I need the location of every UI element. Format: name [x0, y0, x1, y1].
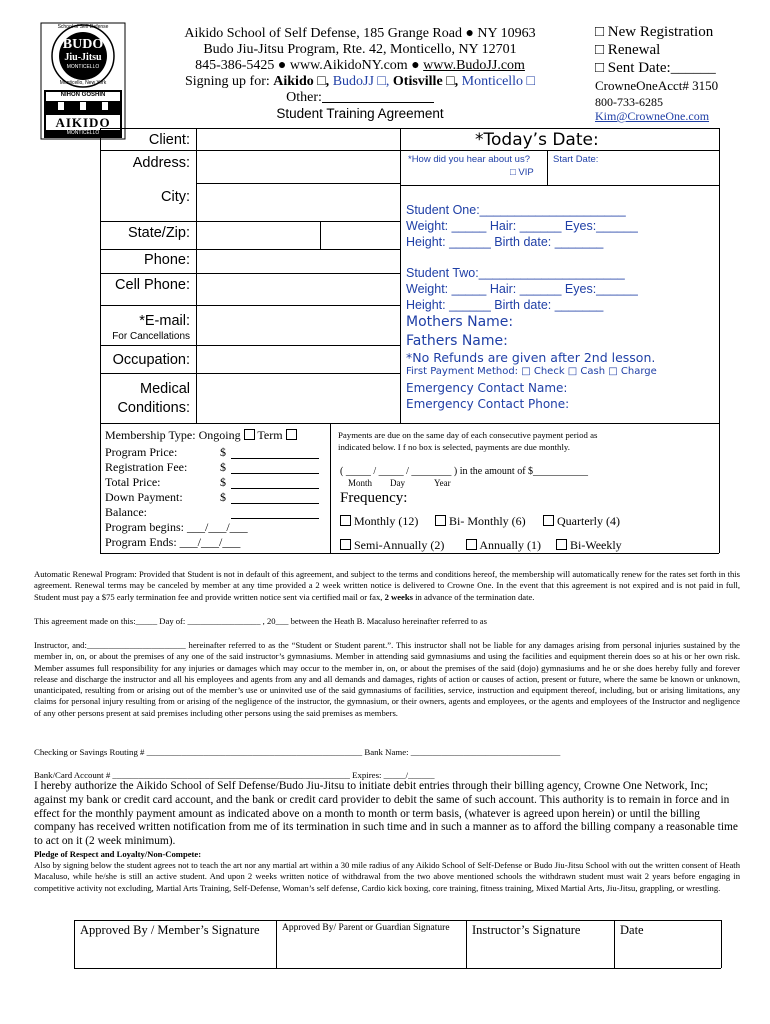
option-aikido[interactable]: Aikido □, — [273, 74, 330, 89]
emergency-contact-phone-label: Emergency Contact Phone: — [406, 397, 570, 411]
automatic-renewal-paragraph — [34, 569, 740, 603]
fathers-name-label: Fathers Name: — [406, 333, 508, 349]
crowne-one-account: CrowneOneAcct# 3150 — [595, 78, 719, 93]
conditions-label: Conditions: — [117, 400, 190, 416]
how-did-you-hear-label: *How did you hear about us? — [408, 154, 530, 165]
signing-up-label: Signing up for: — [184, 74, 270, 89]
bi-weekly-checkbox[interactable] — [556, 539, 567, 550]
frequency-annually-option[interactable] — [466, 538, 541, 553]
auto-renewal-end-text: in advance of the termination date. — [415, 591, 535, 602]
zip-input[interactable] — [321, 222, 399, 248]
other-input[interactable] — [322, 90, 434, 103]
option-budojj[interactable]: BudoJJ □, — [332, 74, 390, 89]
program-price-label: Program Price: — [105, 445, 178, 459]
header-site-budojj[interactable]: www.BudoJJ.com — [423, 58, 525, 73]
address-input[interactable] — [197, 151, 399, 182]
logo-budo: BUDO — [62, 37, 104, 52]
email-label: *E-mail: — [139, 313, 190, 329]
logo-lower-text: Monticello, New York — [59, 80, 107, 86]
frequency-quarterly-option[interactable] — [543, 514, 620, 529]
header-site-aikido[interactable]: www.AikidoNY.com — [289, 58, 408, 73]
dollar-sign: $ — [220, 475, 226, 489]
frequency-semi-annually-option[interactable] — [340, 538, 444, 553]
city-input[interactable] — [197, 184, 399, 220]
dollar-sign: $ — [220, 490, 226, 504]
agreement-made-on-line: This agreement made on this:_____ Day of: _________________ , 20___ between the Heath B. Macaluso hereinafter referred to as — [34, 616, 487, 626]
header-sep: ● — [277, 58, 287, 73]
cell-phone-input[interactable] — [197, 274, 399, 304]
header-line3 — [150, 58, 570, 74]
parent-signature-label: Approved By/ Parent or Guardian Signature — [282, 923, 450, 933]
quarterly-checkbox[interactable] — [543, 515, 554, 526]
semi-annually-checkbox[interactable] — [340, 539, 351, 550]
total-price-label: Total Price: — [105, 475, 161, 489]
month-label: Month — [348, 478, 373, 488]
phone-label: Phone: — [144, 252, 190, 268]
date-field[interactable] — [615, 938, 720, 967]
term-label: Term — [257, 428, 283, 442]
option-monticello[interactable]: Monticello □ — [461, 74, 536, 89]
quarterly-label: Quarterly (4) — [557, 514, 620, 528]
student-one-height-row: Height: ______ Birth date: _______ — [406, 235, 604, 249]
bi-weekly-label: Bi-Weekly — [570, 538, 622, 552]
frequency-bi-weekly-option[interactable] — [556, 538, 622, 553]
account-expires-row[interactable]: Bank/Card Account # ______________________________________________________ Expires: _____/______ — [34, 770, 435, 780]
membership-type-label: Membership Type: — [105, 428, 196, 442]
monthly-label: Monthly (12) — [354, 514, 419, 528]
option-otisville[interactable]: Otisville □, — [392, 74, 459, 89]
city-label: City: — [161, 189, 190, 205]
school-logo — [40, 22, 126, 140]
logo-jiujitsu: Jiu-Jitsu — [64, 52, 102, 63]
first-payment-method[interactable]: First Payment Method: □ Check □ Cash □ Charge — [406, 366, 657, 377]
renewal-checkbox[interactable]: □ Renewal — [595, 42, 661, 58]
debit-authorization-paragraph: I hereby authorize the Aikido School of Self Defense/Budo Jiu-Jitsu to initiate debit entries through their billing agency, Crowne One Network, Inc; against my bank or credit card account, and the bank or credit card provider to debit the same of such account. This authority is to remain in force and in effect for the monthly payment amount as indicated above on a month to month or term basis, (whatever is agreed upon herein) or until the billing company has received written notification from me of its termination in such time and in such a manner as to afford the billing company a reasonable time to act on it (2 week minimum). — [34, 780, 738, 848]
student-two-label: Student Two:_____________________ — [406, 266, 625, 280]
other-row — [150, 90, 570, 106]
logo-sub-text: MONTICELLO — [66, 64, 100, 70]
client-label: Client: — [148, 132, 190, 148]
annually-checkbox[interactable] — [466, 539, 477, 550]
ongoing-label: Ongoing — [198, 428, 241, 442]
header-sep: ● — [411, 58, 420, 73]
term-checkbox[interactable] — [286, 429, 297, 440]
instructor-signature-field[interactable] — [467, 938, 613, 967]
mothers-name-label: Mothers Name: — [406, 314, 514, 330]
state-input[interactable] — [197, 222, 319, 248]
sent-date-checkbox[interactable]: □ Sent Date:______ — [595, 60, 716, 76]
frequency-label: Frequency: — [340, 490, 408, 506]
payments-note-line1: Payments are due on the same day of each consecutive payment period as — [338, 430, 598, 440]
frequency-bi-monthly-option[interactable] — [435, 514, 526, 529]
client-input[interactable] — [197, 129, 399, 149]
liability-release-paragraph: Instructor, and:_______________________ hereinafter referred to as the “Student or Student parent.”. This instructor shall not be liable for any damages arising from personal injuries sustained by the member in, on, or about the premises of any one of the said instructor’s gymnasiums. Member in attending said gymnasiums and using the facilities and equipment therein does so at his or her own risk. Member assumes full responsibility for any injuries or damages which may occur to the member in, on, or about the premises of the said (dojo) gymnasiums and he or she does hereby fully and forever release and discharge the instructor and all his employees and agents from any and all demands and damages, rights of action or causes of action, present or future, where the same be known or unknown, unanticipated, resulting from or arising out of the member’s use or uninvited use of the said gymnasiums of facilities, service, instruction and equipment thereof, including, but or arising limitations, any claims for personal injury resulting from or arising of the negligence of the instructor, the gymnasium, or their owners, agents and employees, or the agents and employees of the Instructor and negligence of any other persons present at said premises including other persons using the said premises as members. — [34, 640, 740, 718]
dollar-sign: $ — [220, 460, 226, 474]
crowne-one-email[interactable]: Kim@CrowneOne.com — [595, 109, 710, 123]
registration-fee-input[interactable] — [231, 473, 319, 474]
logo-banner: NIHON GOSHIN — [60, 92, 106, 98]
vip-checkbox[interactable]: □ VIP — [510, 167, 534, 178]
ongoing-checkbox[interactable] — [244, 429, 255, 440]
state-zip-label: State/Zip: — [127, 225, 190, 241]
cell-phone-label: Cell Phone: — [115, 277, 190, 293]
parent-signature-field[interactable] — [277, 938, 465, 967]
crowne-one-phone: 800-733-6285 — [595, 95, 663, 109]
occupation-input[interactable] — [197, 346, 399, 372]
routing-bank-row[interactable]: Checking or Savings Routing # _________________________________________________ Bank Name: __________________________________ — [34, 747, 561, 757]
email-input[interactable] — [197, 306, 399, 344]
student-one-weight-row: Weight: _____ Hair: ______ Eyes:______ — [406, 219, 638, 233]
program-begins-row[interactable]: Program begins: ___/___/___ — [105, 520, 248, 534]
start-date-label: Start Date: — [553, 154, 599, 165]
new-registration-checkbox[interactable]: □ New Registration — [595, 24, 714, 40]
down-payment-label: Down Payment: — [105, 490, 183, 504]
header-phone: 845-386-5425 — [195, 58, 275, 73]
phone-input[interactable] — [197, 250, 399, 272]
pledge-title: Pledge of Respect and Loyalty/Non-Compete: — [34, 849, 202, 859]
address-label: Address: — [132, 155, 190, 171]
student-two-height-row: Height: ______ Birth date: _______ — [406, 298, 604, 312]
medical-conditions-input[interactable] — [197, 374, 399, 422]
other-label: Other: — [286, 90, 322, 105]
frequency-monthly-option[interactable] — [340, 514, 418, 529]
student-one-label: Student One:_____________________ — [406, 203, 626, 217]
student-two-weight-row: Weight: _____ Hair: ______ Eyes:______ — [406, 282, 638, 296]
down-payment-input[interactable] — [231, 503, 319, 504]
no-refunds-note: *No Refunds are given after 2nd lesson. — [406, 350, 656, 365]
bi-monthly-checkbox[interactable] — [435, 515, 446, 526]
date-label: Date — [620, 923, 644, 937]
payment-date-amount-row[interactable]: ( _____ / _____ / ________ ) in the amount of $___________ — [340, 466, 589, 477]
member-signature-label: Approved By / Member’s Signature — [80, 923, 260, 937]
header-line1: Aikido School of Self Defense, 185 Grange Road ● NY 10963 — [184, 26, 536, 41]
day-label: Day — [390, 478, 405, 488]
medical-label: Medical — [140, 381, 190, 397]
pledge-paragraph: Also by signing below the student agrees not to teach the art nor any martial art within a 30 mile radius of any Aikido School of Self-Defense or Budo Jiu-Jitsu School with out the written consent of Heath Macaluso, while he/she is still an active student. And upon 2 weeks written notice of withdrawal from the two above mentioned schools the withdrawn student must wait 2 years before engaging in competitive activity not excluding, Martial Arts Training, Self-Defense, Woman’s self defense, Cardio kick boxing, core training, fitness training, Mixed Martial Arts, Jiu-Jitsu, grappling, or wrestling. — [34, 860, 740, 893]
form-title: Student Training Agreement — [276, 106, 444, 121]
emergency-contact-name-label: Emergency Contact Name: — [406, 381, 568, 395]
for-cancellations-label: For Cancellations — [112, 331, 190, 342]
logo-bottom-small: MONTICELLO — [66, 130, 100, 136]
registration-fee-label: Registration Fee: — [105, 460, 188, 474]
auto-renewal-text: Automatic Renewal Program: Provided that Student is not in default of this agreement, and subject to the terms and conditions hereof, the membership will automatically renew for the rates set forth in this agreement. Renewal terms may be canceled by member at any time provided a 2 week written notice is delivered to Crowne One. In the event that this agreement is not expired and is not paid in full, Student must pay a $75 early termination fee and provide written notice sent via certified mail or fax, — [34, 569, 740, 602]
instructor-signature-label: Instructor’s Signature — [472, 923, 581, 937]
payments-note-line2: indicated below. I f no box is selected, payments are due monthly. — [338, 442, 570, 452]
year-label: Year — [434, 478, 451, 488]
total-price-input[interactable] — [231, 488, 319, 489]
occupation-label: Occupation: — [112, 352, 190, 368]
member-signature-field[interactable] — [75, 938, 275, 967]
semi-annually-label: Semi-Annually (2) — [354, 538, 445, 552]
signing-up-row — [150, 74, 570, 90]
logo-aikido: AIKIDO — [55, 115, 111, 130]
two-weeks-text: 2 weeks — [384, 591, 413, 602]
annually-label: Annually (1) — [479, 538, 541, 552]
logo-arc-text: School of Self Defense — [57, 24, 109, 30]
program-ends-row[interactable]: Program Ends: ___/___/___ — [105, 535, 241, 549]
balance-label: Balance: — [105, 505, 147, 519]
header-line2: Budo Jiu-Jitsu Program, Rte. 42, Monticello, NY 12701 — [203, 42, 517, 57]
membership-type-row — [105, 428, 297, 443]
dollar-sign: $ — [220, 445, 226, 459]
balance-input[interactable] — [231, 518, 319, 519]
bi-monthly-label: Bi- Monthly (6) — [449, 514, 526, 528]
todays-date-label: *Today’s Date: — [475, 130, 599, 150]
program-price-input[interactable] — [231, 458, 319, 459]
monthly-checkbox[interactable] — [340, 515, 351, 526]
